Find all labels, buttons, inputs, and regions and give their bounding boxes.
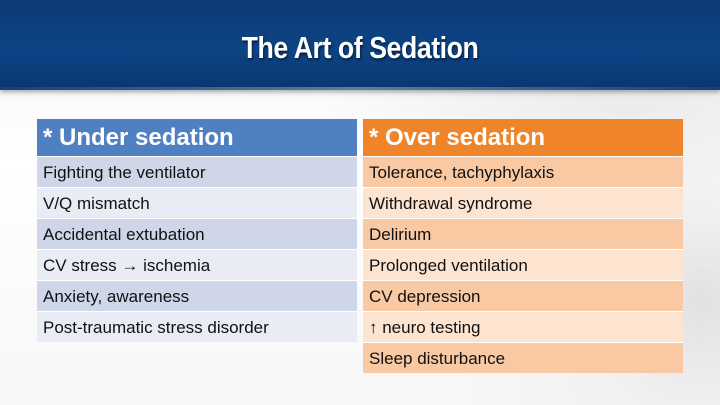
under-sedation-table bbox=[37, 119, 357, 342]
table-row: Fighting the ventilator bbox=[37, 156, 357, 187]
title-banner bbox=[0, 0, 720, 90]
table-row: CV depression bbox=[363, 280, 683, 311]
table-row: Accidental extubation bbox=[37, 218, 357, 249]
table-row: Tolerance, tachyphylaxis bbox=[363, 156, 683, 187]
table-row: Sleep disturbance bbox=[363, 342, 683, 373]
under-sedation-header: * Under sedation bbox=[37, 119, 357, 156]
table-row: ↑ neuro testing bbox=[363, 311, 683, 342]
over-sedation-table bbox=[363, 119, 683, 373]
table-row: CV stress → ischemia bbox=[37, 249, 357, 280]
table-row: V/Q mismatch bbox=[37, 187, 357, 218]
over-sedation-header: * Over sedation bbox=[363, 119, 683, 156]
table-row: Post-traumatic stress disorder bbox=[37, 311, 357, 342]
table-row: Anxiety, awareness bbox=[37, 280, 357, 311]
table-row: Delirium bbox=[363, 218, 683, 249]
table-row: Withdrawal syndrome bbox=[363, 187, 683, 218]
slide-title: The Art of Sedation bbox=[241, 30, 479, 65]
table-row: Prolonged ventilation bbox=[363, 249, 683, 280]
